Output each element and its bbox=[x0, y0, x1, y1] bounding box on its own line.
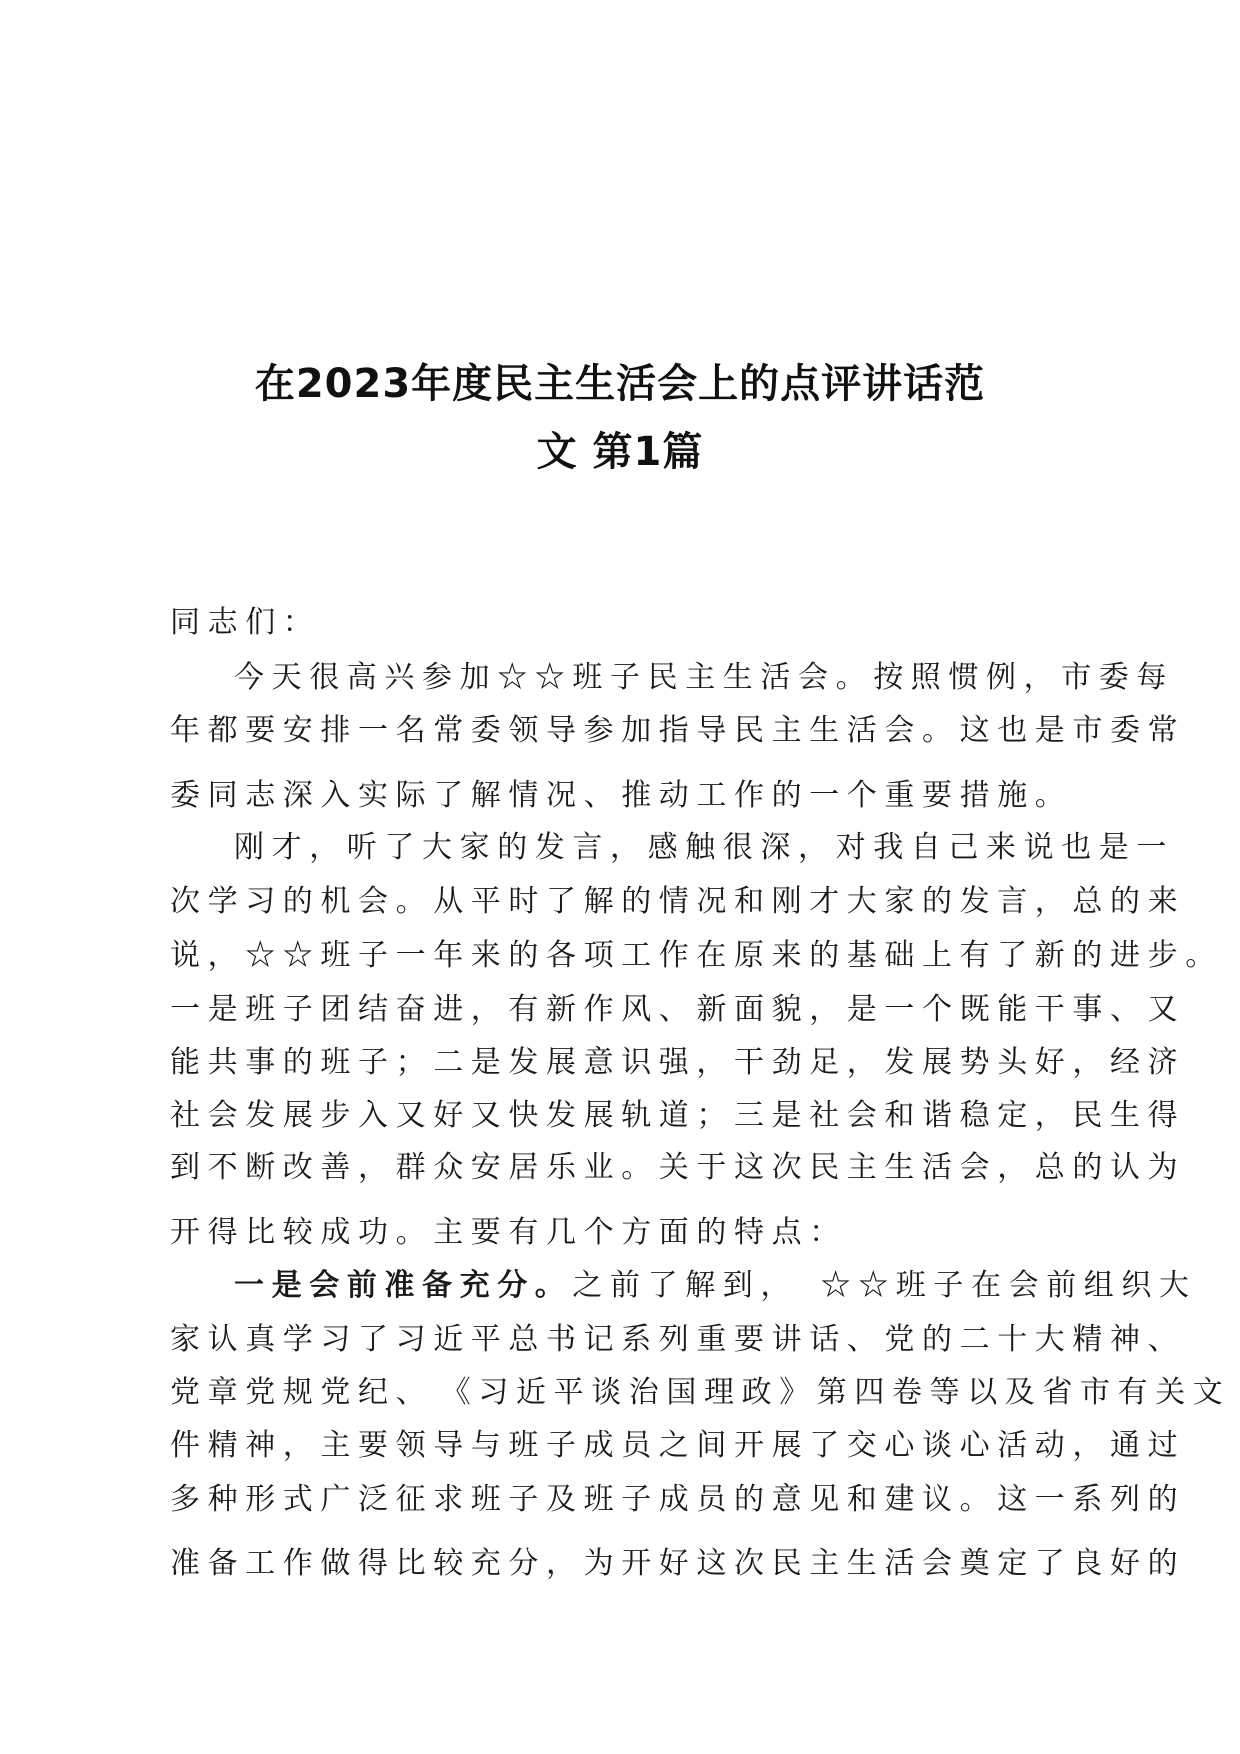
paragraph-1-line-3: 委同志深入实际了解情况、推动工作的一个重要措施。 bbox=[170, 778, 1073, 813]
paragraph-3-line-3: 党章党规党纪、 《习近平谈治国理政》第四卷等以及省市有关文 bbox=[170, 1375, 1231, 1410]
paragraph-3-line-6: 准备工作做得比较充分，为开好这次民主生活会奠定了良好的 bbox=[170, 1546, 1186, 1581]
document-title-line-1: 在2023年度民主生活会上的点评讲话范 bbox=[254, 361, 986, 407]
paragraph-3-line-1 bbox=[234, 1260, 1197, 1304]
paragraph-2-line-2: 次学习的机会。从平时了解的情况和刚才大家的发言，总的来 bbox=[170, 884, 1186, 919]
paragraph-2-line-3: 说，☆☆班子一年来的各项工作在原来的基础上有了新的进步。 bbox=[170, 938, 1223, 973]
paragraph-2-line-5: 能共事的班子；二是发展意识强，干劲足，发展势头好，经济 bbox=[170, 1045, 1186, 1080]
document-title-line-2: 文 第1篇 bbox=[536, 429, 704, 475]
paragraph-2-line-7: 到不断改善，群众安居乐业。关于这次民主生活会，总的认为 bbox=[170, 1150, 1186, 1185]
paragraph-3-line-5: 多种形式广泛征求班子及班子成员的意见和建议。这一系列的 bbox=[170, 1482, 1186, 1517]
paragraph-2-line-1: 刚才，听了大家的发言，感触很深，对我自己来说也是一 bbox=[234, 830, 1174, 865]
paragraph-3-line-4: 件精神，主要领导与班子成员之间开展了交心谈心活动，通过 bbox=[170, 1428, 1186, 1463]
paragraph-3-lead-heading: 一是会前准备充分。 bbox=[234, 1268, 573, 1303]
salutation: 同志们： bbox=[170, 605, 321, 640]
paragraph-2-line-8: 开得比较成功。主要有几个方面的特点： bbox=[170, 1215, 847, 1250]
paragraph-3-line-1-text: 之前了解到， ☆☆班子在会前组织大 bbox=[572, 1268, 1197, 1303]
paragraph-2-line-6: 社会发展步入又好又快发展轨道；三是社会和谐稳定，民生得 bbox=[170, 1098, 1186, 1133]
paragraph-2-line-4: 一是班子团结奋进，有新作风、新面貌，是一个既能干事、又 bbox=[170, 992, 1186, 1027]
paragraph-3-line-2: 家认真学习了习近平总书记系列重要讲话、党的二十大精神、 bbox=[170, 1322, 1186, 1357]
paragraph-1-line-1: 今天很高兴参加☆☆班子民主生活会。按照惯例，市委每 bbox=[234, 660, 1174, 695]
paragraph-1-line-2: 年都要安排一名常委领导参加指导民主生活会。这也是市委常 bbox=[170, 713, 1186, 748]
